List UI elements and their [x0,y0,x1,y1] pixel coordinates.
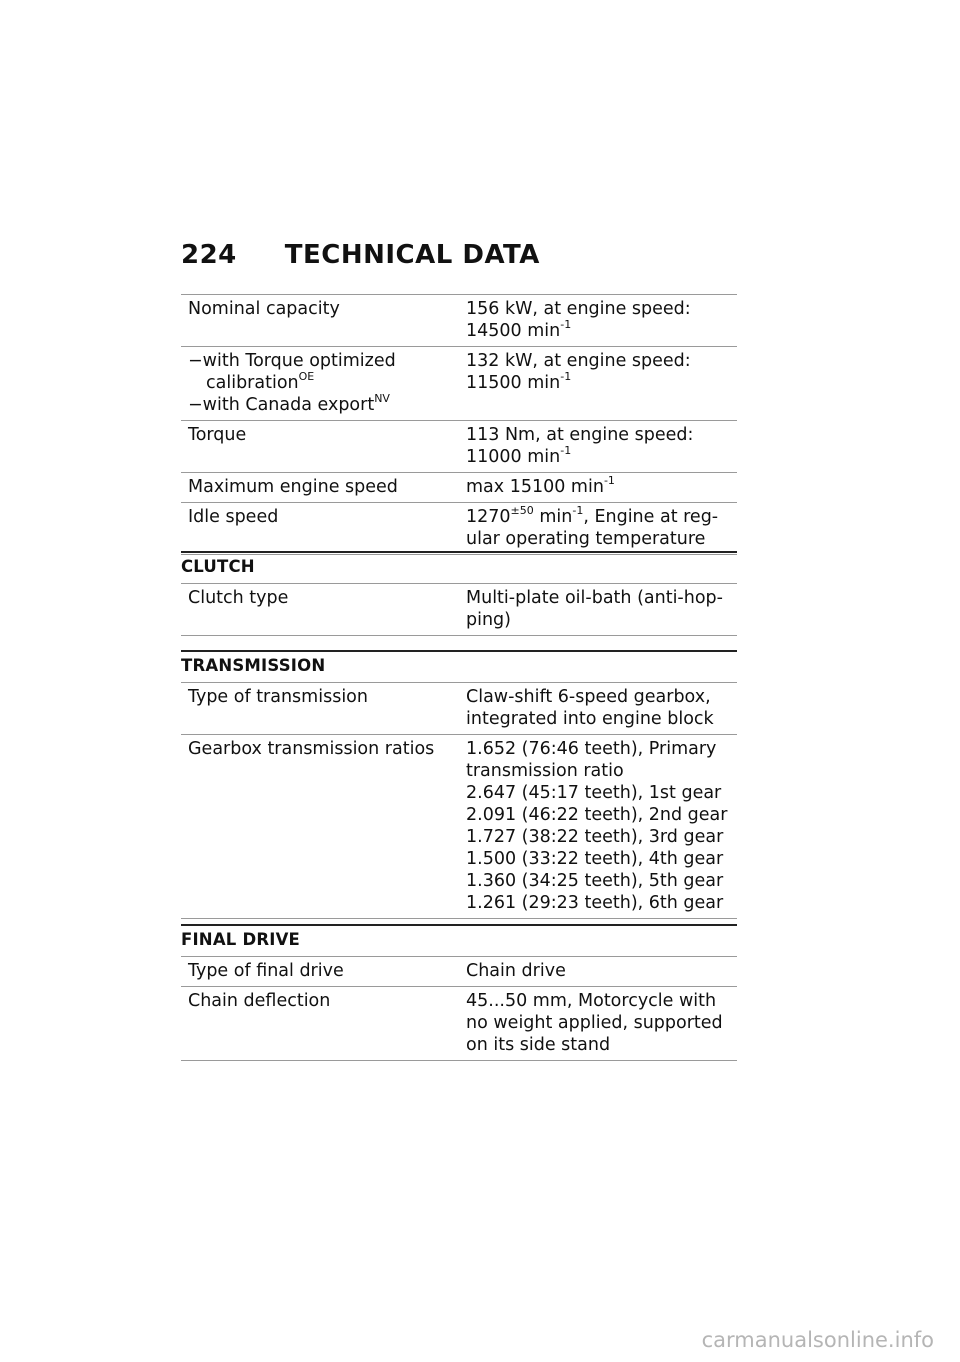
spec-label [181,295,459,346]
spec-row [181,584,737,636]
spec-value-line: 45...50 mm, Motorcycle with [466,991,717,1011]
spec-value [459,683,737,734]
spec-label [181,347,459,420]
spec-value-line: 1.500 (33:22 teeth), 4th gear [466,849,724,869]
spec-value-line: on its side stand [466,1035,611,1055]
spec-value [459,421,737,472]
spec-row [181,473,737,503]
spec-value-line: Claw-shift 6-speed gearbox, [466,687,711,707]
transmission-section [181,650,737,919]
spec-label [181,421,459,472]
spec-label-line: Maximum engine speed [188,477,398,497]
section-title: FINAL DRIVE [181,926,737,957]
spec-label-line: −with Torque optimized [188,351,396,371]
spec-value-line: 1.261 (29:23 teeth), 6th gear [466,893,724,913]
spec-value-line: 2.091 (46:22 teeth), 2nd gear [466,805,728,825]
section-title: TRANSMISSION [181,652,737,683]
spec-value-line: 2.647 (45:17 teeth), 1st gear [466,783,722,803]
spec-value-line: transmission ratio [466,761,624,781]
spec-value-line: 14500 $\min^{-1}$ [466,318,572,341]
spec-label-line: Nominal capacity [188,299,340,319]
spec-value-line: Chain drive [466,961,566,981]
spec-value-line: ular operating temperature [466,529,706,549]
spec-value [459,503,737,554]
spec-row [181,503,737,555]
spec-label [181,987,459,1060]
spec-label-line: Clutch type [188,588,289,608]
spec-label-line: Type of final drive [188,961,344,981]
spec-row [181,735,737,919]
clutch-section [181,551,737,636]
spec-value-line: Multi-plate oil-bath (anti-hop- [466,588,723,608]
spec-value-line: 132 kW, at engine speed: [466,351,691,371]
spec-value-line: ping) [466,610,511,630]
spec-value-line: 1.360 (34:25 teeth), 5th gear [466,871,724,891]
spec-value-line: 113 Nm, at engine speed: [466,425,694,445]
spec-row [181,683,737,735]
spec-label-line: Gearbox transmission ratios [188,739,435,759]
spec-label-line: Chain deflection [188,991,331,1011]
spec-value-line: 11000 $\min^{-1}$ [466,444,572,467]
spec-value-line: 156 kW, at engine speed: [466,299,691,319]
spec-value [459,584,737,635]
spec-value [459,473,737,502]
spec-value-line: $1270^{\pm 50}$ $\min^{-1}$, Engine at reg- [466,504,719,527]
final-drive-section [181,924,737,1061]
spec-row [181,347,737,421]
spec-label [181,503,459,554]
spec-value [459,987,737,1060]
spec-label-line: Type of transmission [188,687,368,707]
spec-row [181,421,737,473]
watermark: carmanualsonline.info [701,1328,934,1352]
spec-label [181,584,459,635]
page-title: TECHNICAL DATA [284,240,540,270]
spec-row [181,987,737,1061]
spec-value-line: no weight applied, supported [466,1013,723,1033]
spec-label [181,473,459,502]
spec-label [181,683,459,734]
spec-value [459,735,737,918]
spec-value-line: 1.652 (76:46 teeth), Primary [466,739,717,759]
spec-value-line: integrated into engine block [466,709,714,729]
spec-row [181,957,737,987]
spec-label [181,735,459,918]
engine-spec-table [181,294,737,555]
spec-value [459,347,737,420]
spec-value [459,957,737,986]
page-number: 224 [181,240,237,270]
spec-label-line: calibration$^{OE}$ [206,370,315,393]
spec-label-line: Torque [188,425,247,445]
spec-label [181,957,459,986]
spec-row [181,295,737,347]
spec-value-line: 11500 $\min^{-1}$ [466,370,572,393]
spec-value-line: max 15100 $\min^{-1}$ [466,474,615,497]
spec-value [459,295,737,346]
spec-label-line: Idle speed [188,507,279,527]
spec-value-line: 1.727 (38:22 teeth), 3rd gear [466,827,724,847]
spec-label-line: −with Canada export$^{NV}$ [188,392,390,415]
section-title: CLUTCH [181,553,737,584]
page-header [181,240,540,270]
